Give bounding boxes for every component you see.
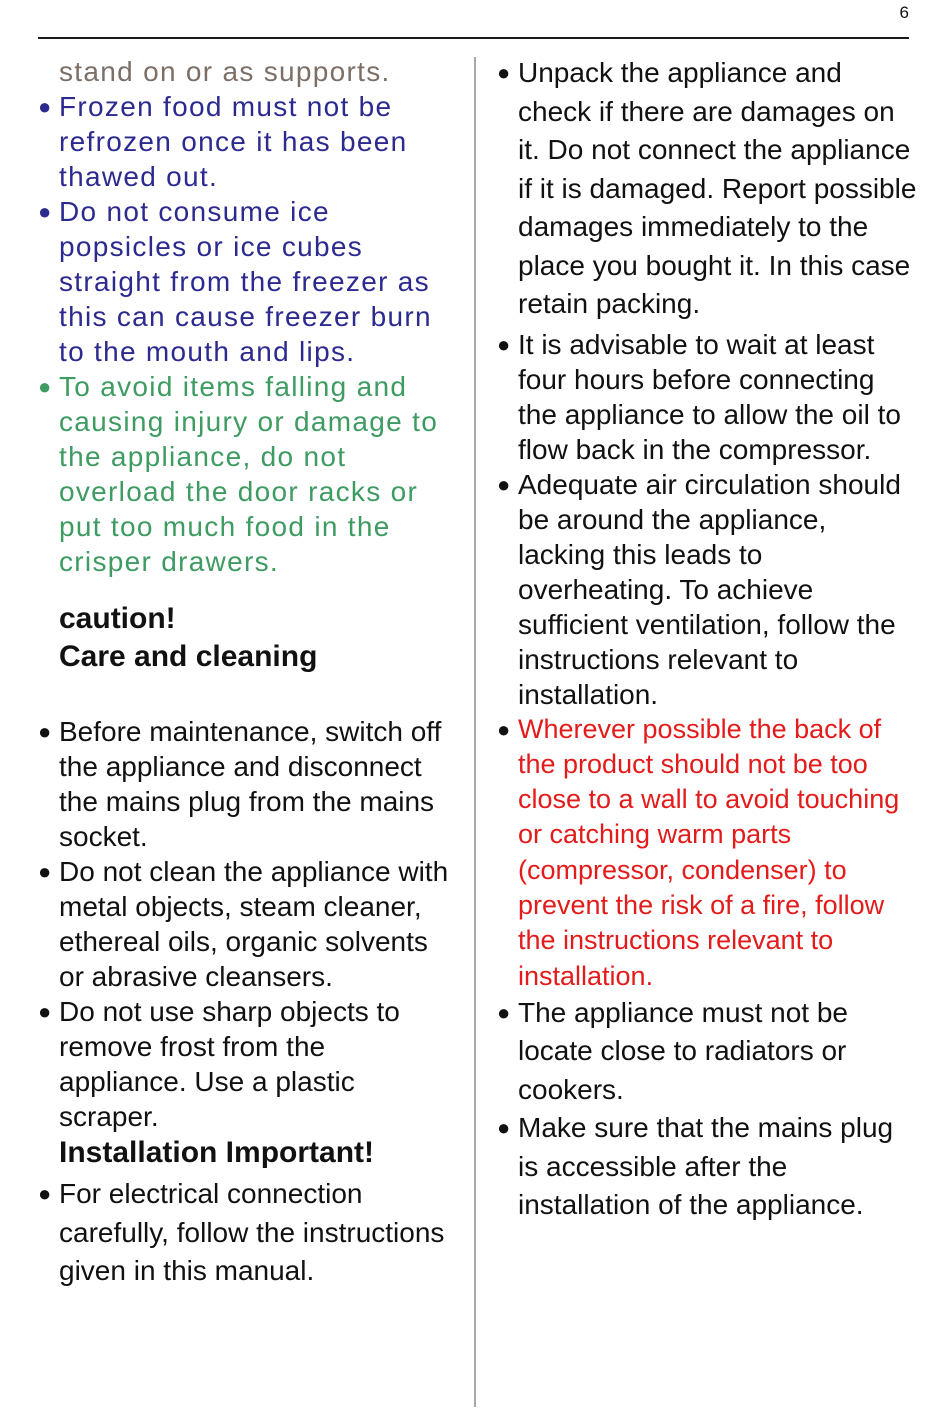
- list-item: [38, 714, 456, 854]
- column-divider: [474, 57, 476, 1407]
- section-heading-care: Care and cleaning: [59, 640, 318, 673]
- list-item-text: Unpack the appliance and check if there are damages on it. Do not connect the appliance if it is damaged. Report possible damages immediately to the place you bought it. In this case retain packing.: [518, 57, 917, 319]
- list-item: [497, 467, 917, 712]
- bullet-icon: ●: [38, 1181, 52, 1206]
- bullet-icon: ●: [38, 719, 52, 744]
- list-item: [38, 54, 456, 89]
- bullet-icon: ●: [38, 999, 52, 1024]
- list-item: [38, 1175, 456, 1291]
- bullet-icon: ●: [497, 471, 511, 497]
- list-item-text: The appliance must not be locate close to radiators or cookers.: [518, 996, 848, 1105]
- left-column: [38, 54, 456, 1291]
- list-item: [497, 1109, 917, 1225]
- list-item-text: Do not clean the appliance with metal objects, steam cleaner, ethereal oils, organic solvents or abrasive cleansers.: [59, 856, 449, 992]
- list-item: [38, 194, 456, 369]
- list-item-text: For electrical connection carefully, follow the instructions given in this manual.: [59, 1178, 445, 1286]
- list-item: [497, 54, 917, 324]
- list-item: [497, 994, 917, 1110]
- list-item-text: Adequate air circulation should be around the appliance, lacking this leads to overheating. To achieve sufficient ventilation, follow the instructions relevant to installation.: [518, 468, 901, 710]
- list-item-text: Do not use sharp objects to remove frost from the appliance. Use a plastic scraper.: [59, 996, 400, 1132]
- list-item-text: Frozen food must not be refrozen once it has been thawed out.: [59, 91, 408, 192]
- bullet-icon: ●: [38, 199, 53, 224]
- list-item-text: It is advisable to wait at least four hours before connecting the appliance to allow the oil to flow back in the compressor.: [518, 328, 901, 465]
- list-item-text: stand on or as supports.: [59, 56, 391, 87]
- top-rule: [38, 37, 909, 39]
- page-number: 6: [899, 3, 909, 22]
- bullet-icon: ●: [497, 1115, 511, 1141]
- bullet-icon: ●: [497, 716, 511, 742]
- caution-heading: caution!: [59, 602, 176, 635]
- section-heading-installation: Installation Important!: [59, 1136, 374, 1169]
- bullet-icon: ●: [38, 374, 53, 399]
- list-item-text: Make sure that the mains plug is accessible after the installation of the appliance.: [518, 1112, 894, 1221]
- list-item: [497, 712, 917, 994]
- right-column: [497, 54, 917, 1225]
- list-item: [38, 89, 456, 194]
- bullet-icon: ●: [497, 60, 511, 85]
- list-item: [38, 369, 456, 579]
- list-item-text: To avoid items falling and causing injury or damage to the appliance, do not overload the door racks or put too much food in the crisper drawers.: [59, 371, 439, 577]
- list-item: [497, 327, 917, 467]
- list-item: [38, 994, 456, 1134]
- list-item-text: Wherever possible the back of the product should not be too close to a wall to avoid touching or catching warm parts (compressor, condenser) to prevent the risk of a fire, follow the instructions relevant to installation.: [518, 713, 900, 991]
- bullet-icon: ●: [497, 331, 511, 357]
- list-item: [38, 854, 456, 994]
- list-item-text: Before maintenance, switch off the appliance and disconnect the mains plug from the mains socket.: [59, 716, 442, 852]
- care-list: [38, 714, 456, 1134]
- list-item-text: Do not consume ice popsicles or ice cubes straight from the freezer as this can cause freezer burn to the mouth and lips.: [59, 196, 432, 367]
- bullet-icon: ●: [38, 859, 52, 884]
- bullet-icon: ●: [497, 999, 511, 1025]
- bullet-icon: ●: [38, 94, 53, 119]
